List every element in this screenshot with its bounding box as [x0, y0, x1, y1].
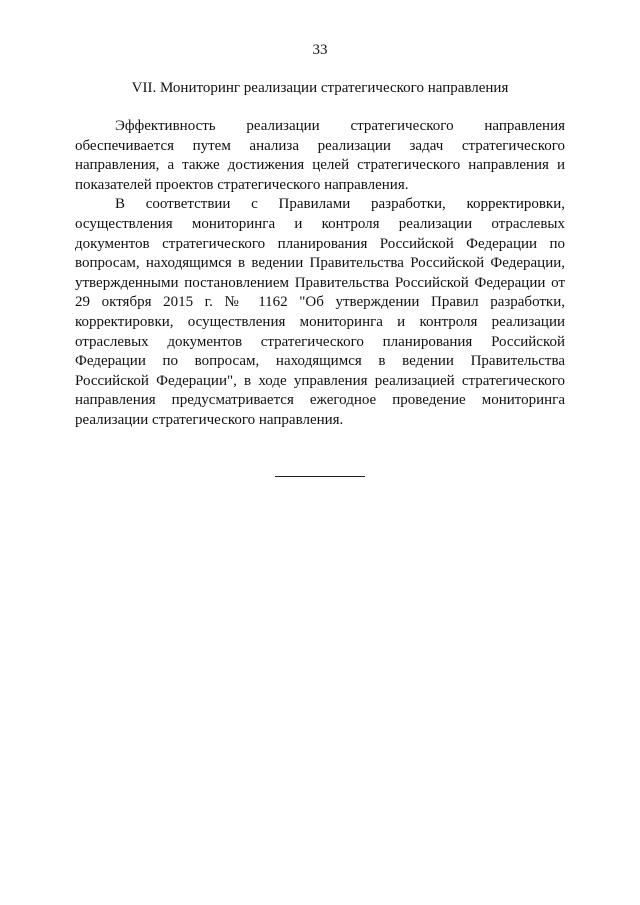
paragraph-monitoring-rules: В соответствии с Правилами разработки, корректировки, осуществления мониторинга и контроля реализации отраслевых документов стратегического планирования Российской Федерации по вопросам, находящимся в ведении Правительства Российской Федерации, утвержденными постановлением Правительства Российской Федерации от 29 октября 2015 г. № 1162 "Об утверждении Правил разработки, корректировки, осуществления мониторинга и контроля реализации отраслевых документов стратегического планирования Российской Федерации по вопросам, находящимся в ведении Правительства Российской Федерации", в ходе управления реализацией стратегического направления предусматривается ежегодное проведение мониторинга реализации стратегического направления. — [75, 196, 565, 428]
section-title: VII. Мониторинг реализации стратегического направления — [131, 80, 509, 96]
page-number: 33 — [312, 42, 328, 58]
paragraph-monitoring-effectiveness: Эффективность реализации стратегического направления обеспечивается путем анализа реализации задач стратегического направления, а также достижения целей стратегического направления и показателей проектов стратегического направления. — [75, 118, 565, 193]
end-of-document-rule — [275, 476, 365, 477]
body-text — [75, 117, 565, 431]
